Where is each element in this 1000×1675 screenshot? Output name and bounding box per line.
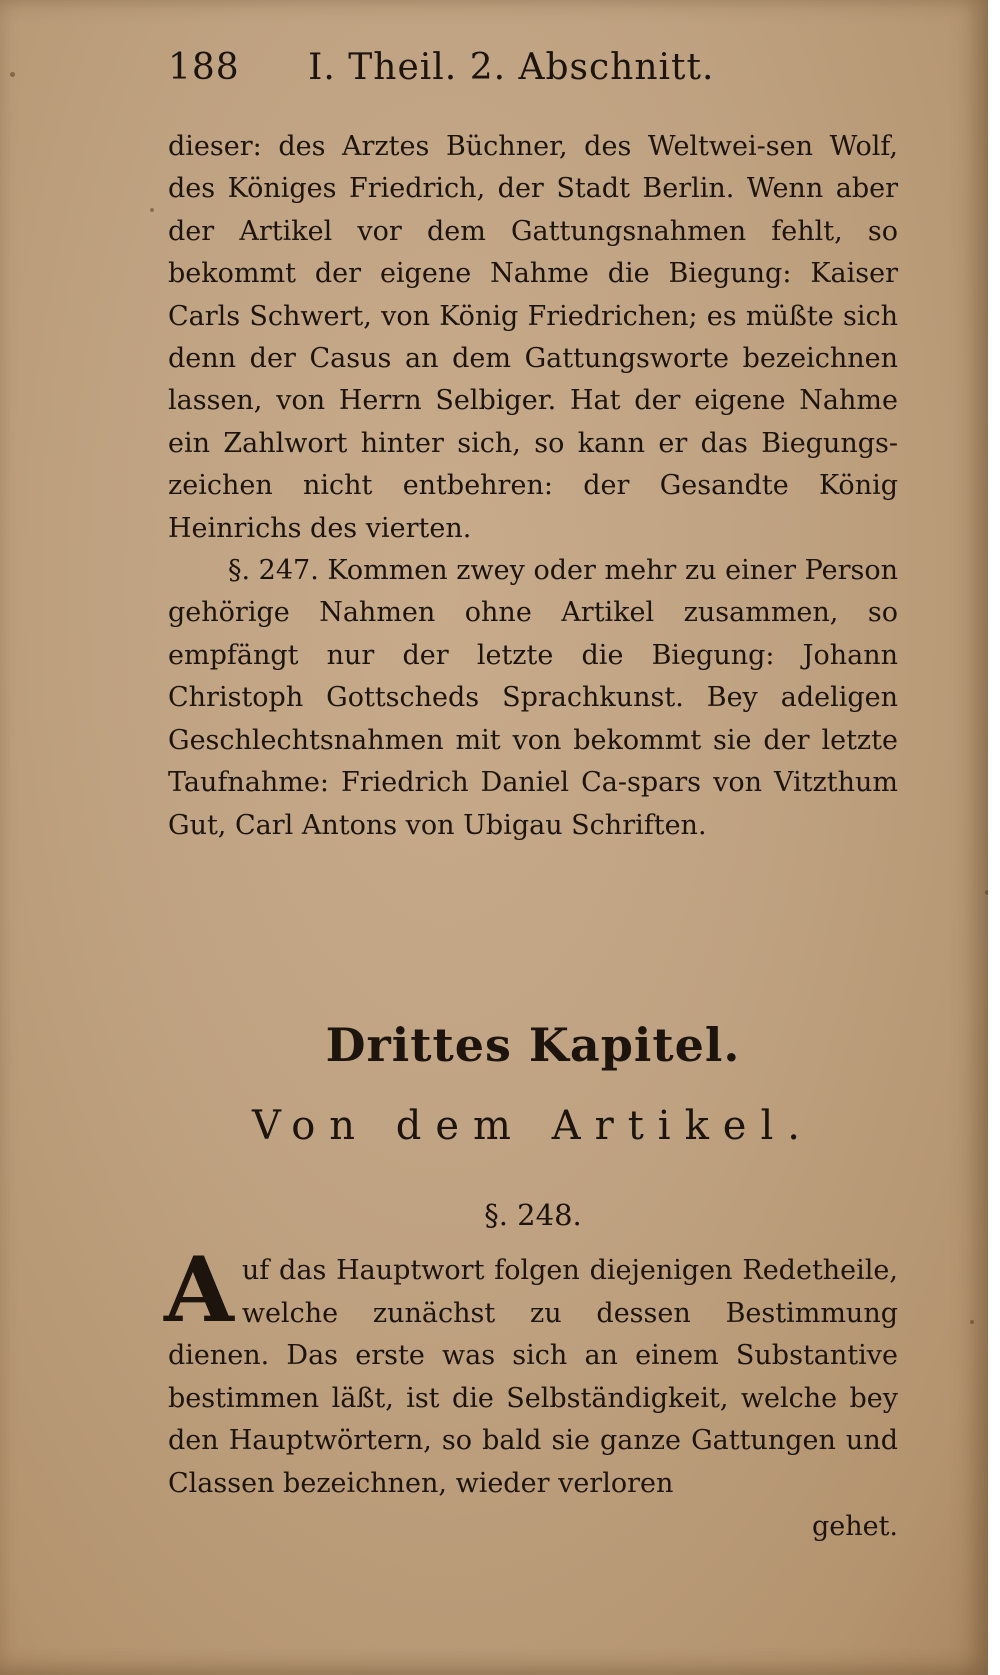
running-header <box>168 46 898 90</box>
page-edge <box>988 0 1000 1675</box>
ink-speck <box>150 208 154 212</box>
body-text <box>168 126 898 847</box>
section-248-text <box>164 1237 898 1548</box>
ink-speck <box>970 1320 974 1324</box>
page-number: 188 <box>168 47 240 88</box>
running-title: I. Theil. 2. Abschnitt. <box>308 47 715 88</box>
ink-speck <box>10 72 15 77</box>
drop-cap: A <box>164 1237 234 1343</box>
section-248-last-word: gehet. <box>811 1510 898 1542</box>
paragraph: dieser: des Arztes Büchner, des Weltwei-sen Wolf, des Königes Friedrich, der Stadt Berlin. Wenn aber der Artikel vor dem Gattungsnahmen fehlt, so bekommt der eigene Nahme die Biegung: Kaiser Carls Schwert, von König Friedrichen; es müßte sich denn der Casus an dem Gattungsworte bezeichnen lassen, von Herrn Selbiger. Hat der eigene Nahme ein Zahlwort hinter sich, so kann er das Biegungs-zeichen nicht entbehren: der Gesandte König Heinrichs des vierten. <box>168 131 898 544</box>
chapter-subtitle: Von dem Artikel. <box>252 1103 814 1149</box>
section-number: §. 248. <box>484 1198 582 1232</box>
paragraph-section-247: §. 247. Kommen zwey oder mehr zu einer Person gehörige Nahmen ohne Artikel zusammen, so empfängt nur der letzte die Biegung: Johann Christoph Gottscheds Sprachkunst. Bey adeligen Geschlechtsnahmen mit von bekommt sie der letzte Taufnahme: Friedrich Daniel Ca-spars von Vitzthum Gut, Carl Antons von Ubigau Schriften. <box>168 555 898 841</box>
chapter-title: Drittes Kapitel. <box>325 1018 741 1072</box>
section-248-paragraph: uf das Hauptwort folgen diejenigen Redetheile, welche zunächst zu dessen Bestimmung dienen. Das erste was sich an einem Substantive bestimmen läßt, ist die Selbständigkeit, welche bey den Hauptwörtern, so bald sie ganze Gattungen und Classen bezeichnen, wieder verloren <box>168 1255 898 1499</box>
